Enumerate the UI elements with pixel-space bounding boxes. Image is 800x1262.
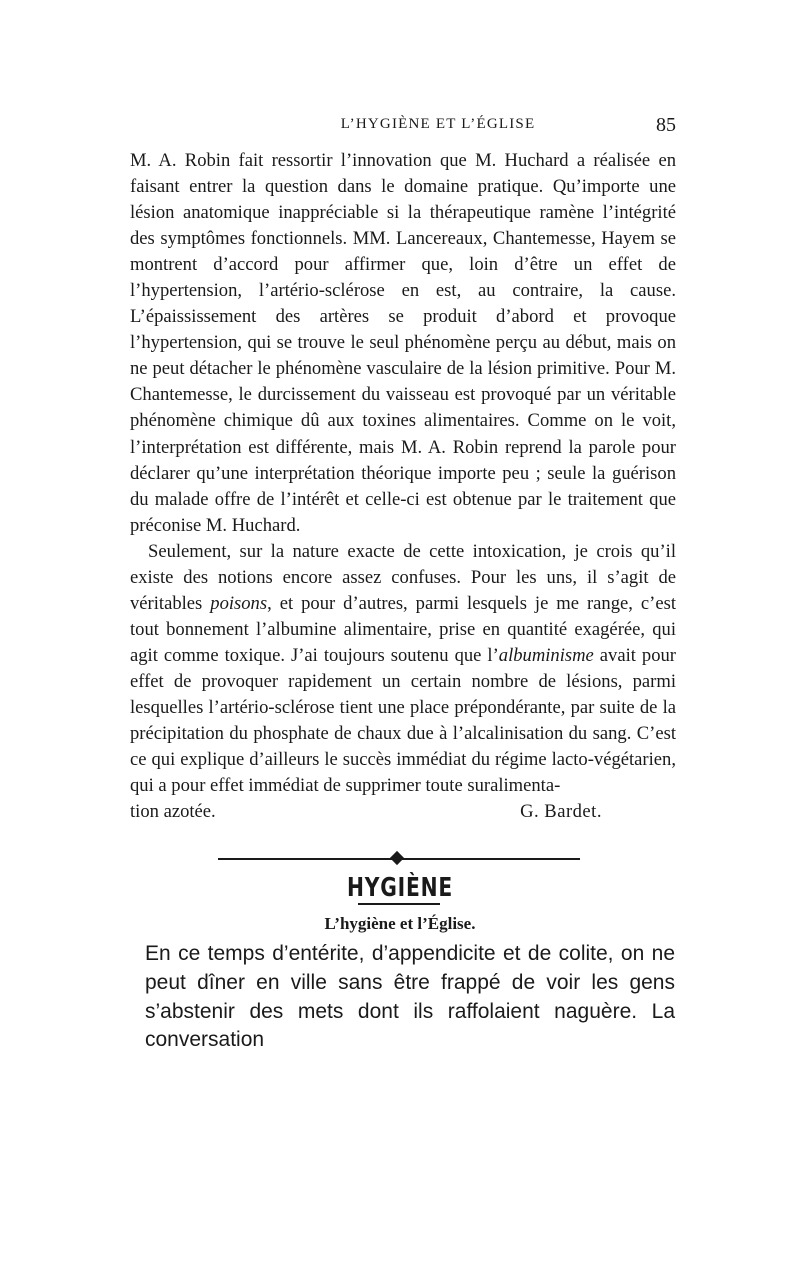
article-lead [145, 940, 675, 1055]
diamond-ornament-icon [390, 851, 404, 865]
running-head [130, 116, 676, 140]
article-title: L’hygiène et l’Église. [324, 914, 476, 933]
section-heading-underline [358, 903, 440, 905]
author-signature: G. Bardet. [520, 801, 602, 823]
last-line-text: tion azotée. [130, 801, 216, 823]
paragraph-1: M. A. Robin fait ressortir l’innovation que M. Huchard a réalisée en faisant entrer la question dans le domaine pratique. Qu’importe une lésion anatomique inappréciable si la thérapeutique ramène l’intégrité des symptômes fonctionnels. MM. Lancereaux, Chantemesse, Hayem se montrent d’accord pour affirmer que, loin d’être un effet de l’hypertension, l’artério-sclérose en est, au contraire, la cause. L’épaississement des artères se produit d’abord et provoque l’hypertension, qui se trouve le seul phénomène perçu au début, mais on ne peut détacher le phénomène vasculaire de la lésion primitive. Pour M. Chantemesse, le durcissement du vaisseau est provoqué par un véritable phénomène chimique dû aux toxines alimentaires. Comme on le voit, l’interprétation est différente, mais M. A. Robin reprend la parole pour déclarer qu’une interprétation théorique importe peu ; seule la guérison du malade offre de l’intérêt et celle-ci est obtenue par le traitement que préconise M. Huchard. [130, 150, 676, 536]
signature-line [130, 799, 676, 825]
paragraph-2-italic-poisons: poisons [210, 592, 268, 614]
paragraph-2-part-3: avait pour effet de provoquer rapidement un certain nombre de lésions, parmi lesquelles l’artério-sclérose tient une place prépondérante, par suite de la précipitation du phosphate de chaux due à l’alcalinisation du sang. C’est ce qui explique d’ailleurs le succès immédiat du régime lacto-végétarien, qui a pour effet immédiat de supprimer toute suralimenta- [130, 644, 676, 797]
running-head-title: L’HYGIÈNE ET L’ÉGLISE [340, 116, 536, 132]
paragraph-2 [130, 539, 676, 799]
section-divider [218, 852, 580, 866]
paragraph-2-part-1: Seulement, sur la nature exacte de cette intoxication, je crois qu’il existe des notions encore assez confuses. Pour les uns, il s’agit de véritables [130, 540, 676, 614]
article-body [130, 148, 676, 825]
lead-paragraph: En ce temps d’entérite, d’appendicite et de colite, on ne peut dîner en ville sans être frappé de voir les gens s’abstenir des mets dont ils raffolaient naguère. La conversation [145, 942, 675, 1052]
paragraph-2-italic-albuminisme: albuminisme [498, 644, 594, 666]
section-heading: HYGIÈNE [346, 873, 453, 903]
paragraph-2-part-2: , et pour d’autres, parmi lesquels je me range, c’est tout bonnement l’albumine alimentaire, prise en quantité exagérée, qui agit comme toxique. J’ai toujours soutenu que l’ [130, 592, 676, 666]
page-number: 85 [656, 114, 676, 136]
